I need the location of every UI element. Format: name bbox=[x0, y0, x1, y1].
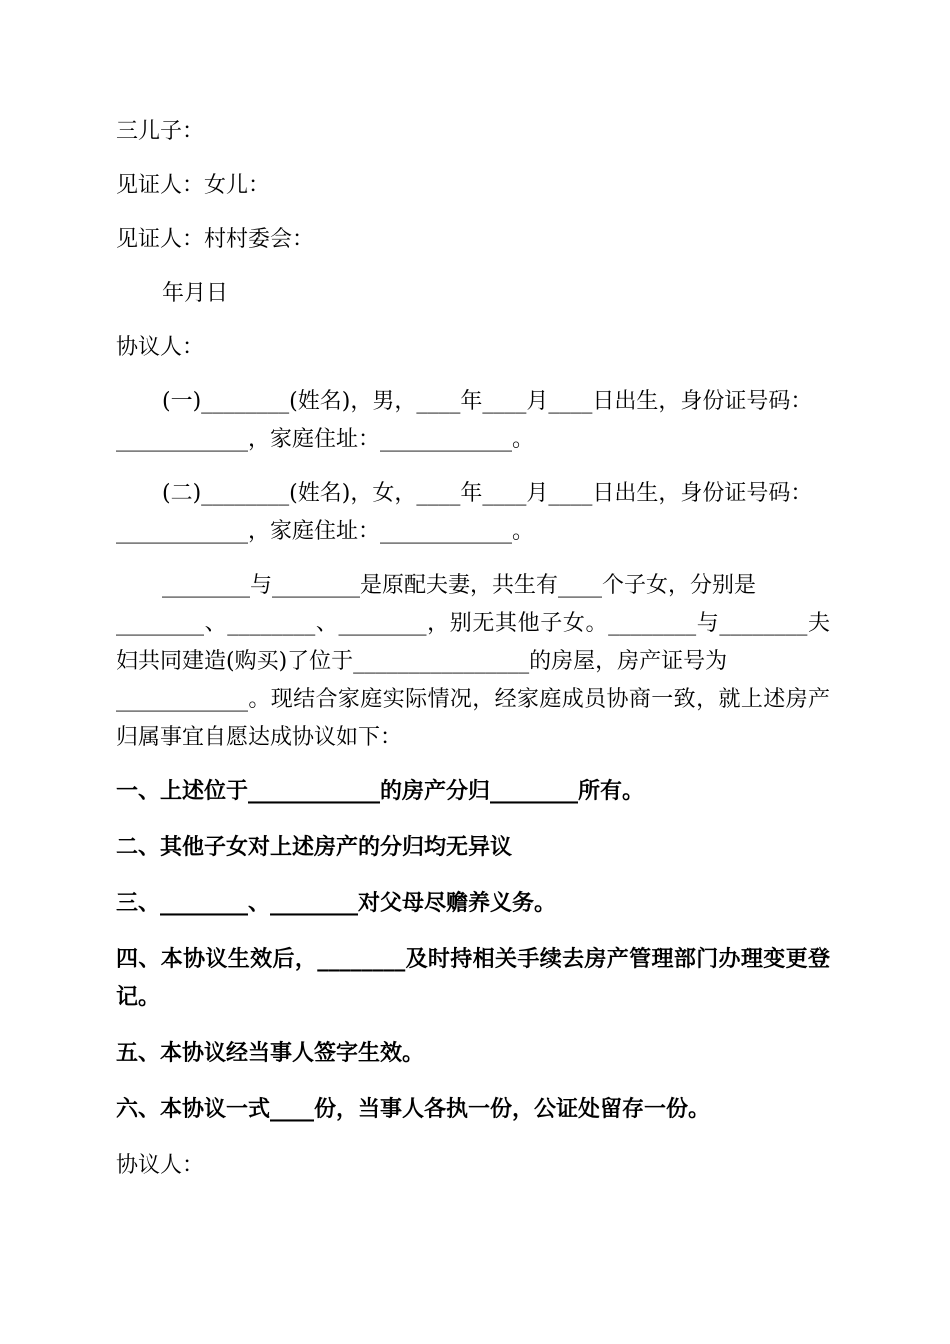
clause-two: 二、其他子女对上述房产的分归均无异议 bbox=[116, 835, 513, 860]
signatory-heading: 协议人： bbox=[116, 1153, 205, 1178]
witness-daughter-line: 见证人：女儿： bbox=[116, 173, 271, 198]
parties-heading: 协议人： bbox=[116, 335, 205, 360]
background-paragraph-line-1: ________与________是原配夫妻，共生有____个子女，分别是 bbox=[162, 573, 757, 598]
clause-four-line-2: 记。 bbox=[116, 985, 161, 1010]
background-paragraph-line-3: 妇共同建造(购买)了位于________________的房屋，房产证号为 bbox=[116, 649, 728, 674]
party-one-line-2: ____________，家庭住址：____________。 bbox=[116, 427, 535, 452]
background-paragraph-line-4: ____________。现结合家庭实际情况，经家庭成员协商一致，就上述房产 bbox=[116, 687, 830, 712]
clause-four-line-1: 四、本协议生效后，________及时持相关手续去房产管理部门办理变更登 bbox=[116, 947, 830, 972]
witness-village-committee-line: 见证人：村村委会： bbox=[116, 227, 315, 252]
clause-one: 一、上述位于____________的房产分归________所有。 bbox=[116, 779, 645, 804]
date-line: 年月日 bbox=[162, 281, 229, 306]
clause-three: 三、________、________对父母尽赡养义务。 bbox=[116, 891, 557, 916]
background-paragraph-line-2: ________、________、________，别无其他子女。________与________夫 bbox=[116, 611, 830, 636]
clause-six: 六、本协议一式____份，当事人各执一份，公证处留存一份。 bbox=[116, 1097, 711, 1122]
clause-five: 五、本协议经当事人签字生效。 bbox=[116, 1041, 425, 1066]
party-two-line-1: (二)________(姓名)，女，____年____月____日出生，身份证号码： bbox=[162, 481, 813, 506]
third-son-line: 三儿子： bbox=[116, 119, 205, 144]
party-two-line-2: ____________，家庭住址：____________。 bbox=[116, 519, 535, 544]
party-one-line-1: (一)________(姓名)，男，____年____月____日出生，身份证号码： bbox=[162, 389, 813, 414]
background-paragraph-line-5: 归属事宜自愿达成协议如下： bbox=[116, 725, 403, 750]
